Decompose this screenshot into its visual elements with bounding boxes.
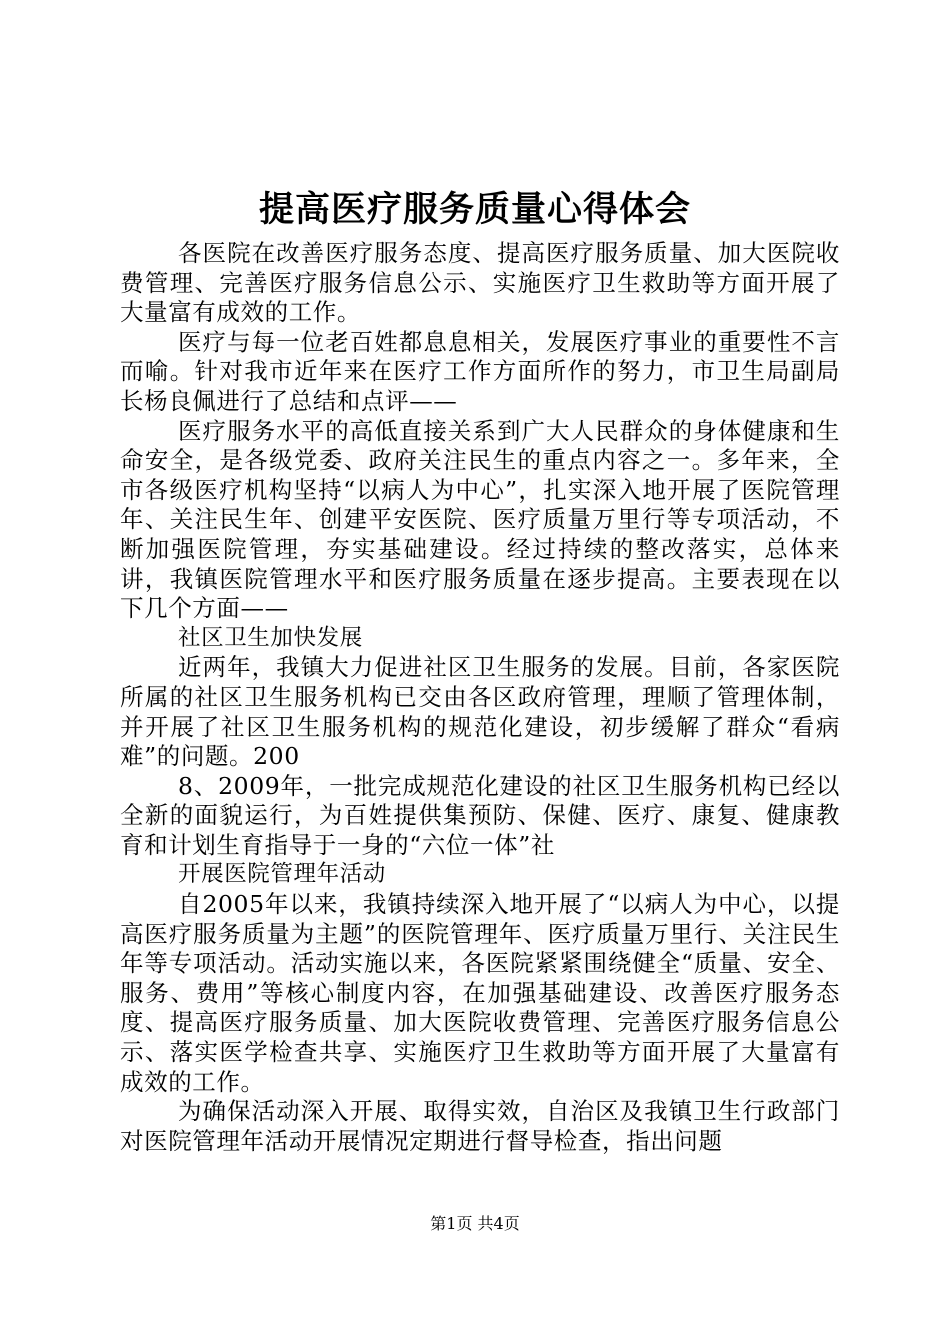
paragraph-community-health: 近两年，我镇大力促进社区卫生服务的发展。目前，各家医院所属的社区卫生服务机构已交由各区政府管理，理顺了管理体制，并开展了社区卫生服务机构的规范化建设，初步缓解了群众“看病难”的问题。200	[120, 653, 840, 771]
paragraph-supervision: 为确保活动深入开展、取得实效，自治区及我镇卫生行政部门对医院管理年活动开展情况定期进行督导检查，指出问题	[120, 1097, 840, 1155]
paragraph-community-health-continued: 8、2009年，一批完成规范化建设的社区卫生服务机构已经以全新的面貌运行，为百姓提供集预防、保健、医疗、康复、健康教育和计划生育指导于一身的“六位一体”社	[120, 771, 840, 859]
document-title: 提高医疗服务质量心得体会	[258, 190, 691, 230]
paragraph-hospital-management-year: 自2005年以来，我镇持续深入地开展了“以病人为中心，以提高医疗服务质量为主题”的医院管理年、医疗质量万里行、关注民生年等专项活动。活动实施以来，各医院紧紧围绕健全“质量、安全、服务、费用”等核心制度内容，在加强基础建设、改善医疗服务态度、提高医疗服务质量、加大医院收费管理、完善医疗服务信息公示、落实医学检查共享、实施医疗卫生救助等方面开展了大量富有成效的工作。	[120, 890, 840, 1096]
section-heading-hospital-management-year: 开展医院管理年活动	[178, 861, 386, 888]
section-heading-community-health: 社区卫生加快发展	[178, 624, 363, 651]
paragraph-service-level: 医疗服务水平的高低直接关系到广大人民群众的身体健康和生命安全，是各级党委、政府关注民生的重点内容之一。多年来，全市各级医疗机构坚持“以病人为中心”，扎实深入地开展了医院管理年、关注民生年、创建平安医院、医疗质量万里行等专项活动，不断加强医院管理，夯实基础建设。经过持续的整改落实，总体来讲，我镇医院管理水平和医疗服务质量在逐步提高。主要表现在以下几个方面——	[120, 416, 840, 623]
page-footer: 第1页 共4页	[430, 1214, 520, 1233]
paragraph-overview: 医疗与每一位老百姓都息息相关，发展医疗事业的重要性不言而喻。针对我市近年来在医疗工作方面所作的努力，市卫生局副局长杨良佩进行了总结和点评——	[120, 327, 840, 415]
document-body	[120, 239, 840, 1156]
paragraph-intro: 各医院在改善医疗服务态度、提高医疗服务质量、加大医院收费管理、完善医疗服务信息公示、实施医疗卫生救助等方面开展了大量富有成效的工作。	[120, 239, 840, 327]
